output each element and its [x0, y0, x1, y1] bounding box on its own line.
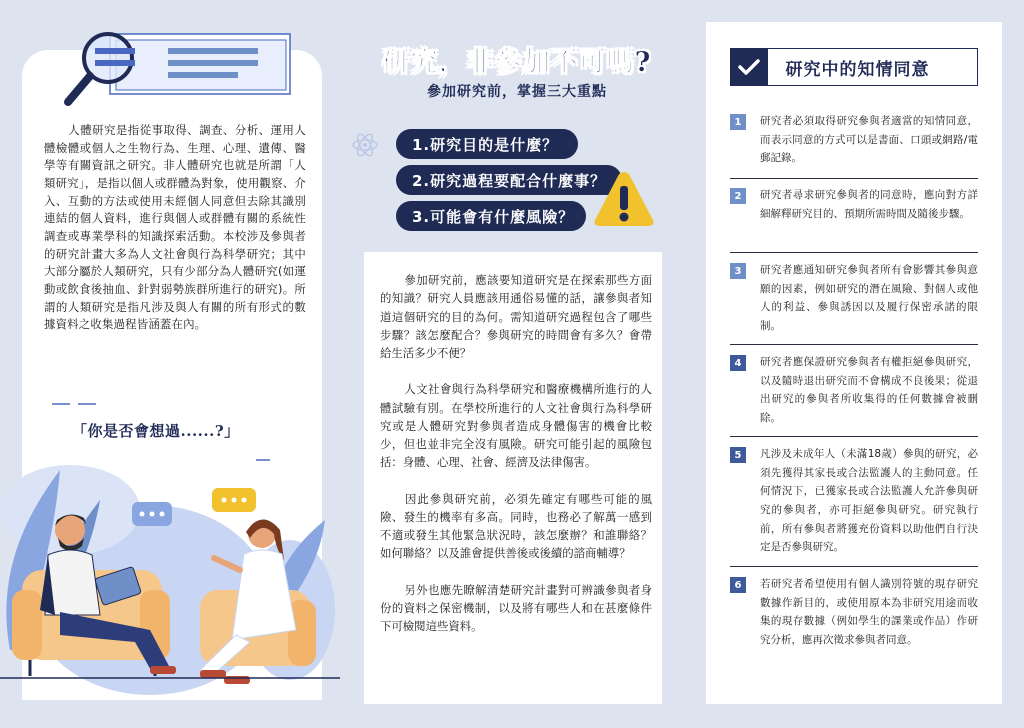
paragraph-1: [380, 271, 652, 362]
item-number-badge: 5: [730, 447, 746, 463]
intro-text: 人體研究是指從事取得、調查、分析、運用人體檢體或個人之生物行為、生理、心理、遺傳、醫學等有關資訊之研究。非人體研究也就是所謂「人類研究」，是指以個人或群體為對象，使用觀察、介入、互動的方法或使用未經個人同意但去除其識別連結的個人資料，進行與個人或群體有關的系統性調查或專業學科的知識探索活動。本校涉及參與者的研究計畫大多為人文社會與行為科學研究；其中大部分屬於人類研究，只有少部分為人體研究(如運動或飲食後抽血、針對弱勢族群所進行的研究)。所謂的人類研究是指凡涉及與人有關的所有形式的數據資料之收集過程皆涵蓋在內。: [44, 123, 306, 332]
paragraph-3-text: 因此參與研究前，必須先確定有哪些可能的風險、發生的機率有多高。同時，也務必了解萬一感到不適或發生其他緊急狀況時，該怎麼辦？和誰聯絡？如何聯絡？以及誰會提供善後或後續的諮商輔導？: [380, 491, 652, 561]
key-point-2: 2.研究過程要配合什麼事？: [396, 165, 622, 195]
right-title: 研究中的知情同意: [785, 59, 930, 80]
middle-header: [372, 40, 662, 101]
paragraph-2: [380, 380, 652, 471]
paragraph-4-text: 另外也應先瞭解清楚研究計畫對可辨識參與者身份的資料之保密機制，以及將有哪些人和在甚麼條件下可檢閱這些資料。: [380, 582, 652, 633]
divider: [730, 344, 978, 345]
paragraph-1-text: 參加研究前，應該要知道研究是在探索那些方面的知識？研究人員應該用通俗易懂的話，讓參與者知道這個研究的目的為何。需知道研究過程包含了哪些步驟？該怎麼配合？參與研究的時間會有多久？會帶給生活多少不便？: [380, 273, 652, 360]
right-header: [730, 48, 978, 86]
item-text: 凡涉及未成年人（未滿18歲）參與的研究，必須先獲得其家長或合法監護人的主動同意。任何情況下，已獲家長或合法監護人允許參與研究的參與者，亦可拒絕參與研究。研究執行前，所有參與者將獲充份資料以助他們自行決定是否參與研究。: [760, 448, 978, 554]
item-number-badge: 1: [730, 114, 746, 130]
item-number-badge: 2: [730, 188, 746, 204]
item-text: 研究者必須取得研究參與者適當的知情同意，而表示同意的方式可以是書面、口頭或網路/電郵記錄。: [760, 115, 978, 165]
checkmark-icon: [730, 48, 768, 86]
paragraph-3: [380, 490, 652, 563]
divider: [730, 252, 978, 253]
magnifier-document-icon: [40, 20, 300, 115]
page-subtitle: 參加研究前，掌握三大重點: [427, 84, 607, 100]
item-number-badge: 3: [730, 263, 746, 279]
divider: [730, 566, 978, 567]
divider: [730, 178, 978, 179]
key-point-1: 1.研究目的是什麼？: [396, 129, 578, 159]
item-number-badge: 6: [730, 577, 746, 593]
key-point-3: 3.可能會有什麼風險？: [396, 201, 586, 231]
consent-item-5: [730, 445, 978, 557]
paragraph-2-text: 人文社會與行為科學研究和醫療機構所進行的人體試驗有別。在學校所進行的人文社會與行為科學研究或是人體研究對參與者造成身體傷害的機會比較少，但也並非完全沒有風險。研究可能引起的風險包括：身體、心理、社會、經濟及法律傷害。: [380, 382, 652, 470]
item-text: 若研究者希望使用有個人識別符號的現存研究數據作新目的，或使用原本為非研究用途而收集的現存數據（例如學生的課業或作品）作研究分析，應再次徵求參與者同意。: [760, 578, 978, 647]
consent-item-1: [730, 112, 978, 168]
item-number-badge: 4: [730, 355, 746, 371]
warning-icon: [592, 168, 656, 230]
intro-paragraph: [44, 122, 306, 334]
divider: [730, 436, 978, 437]
middle-body: [380, 271, 652, 653]
question-heading: 「你是否會想過......?」: [72, 422, 240, 440]
consent-item-3: [730, 261, 978, 336]
paragraph-4: [380, 581, 652, 636]
item-text: 研究者應通知研究參與者所有會影響其參與意願的因素，例如研究的潛在風險、對個人或他人的利益、參與誘因以及履行保密承諾的限制。: [760, 264, 978, 333]
item-text: 研究者應保證研究參與者有權拒絕參與研究，以及隨時退出研究而不會構成不良後果；從退出研究的參與者所收集得的任何數據會被刪除。: [760, 356, 978, 425]
consent-item-6: [730, 575, 978, 650]
conversation-illustration: [0, 430, 340, 710]
consent-item-2: [730, 186, 978, 223]
item-text: 研究者尋求研究參與者的同意時，應向對方詳細解釋研究目的、預期所需時間及隨後步驟。: [760, 189, 978, 220]
consent-item-4: [730, 353, 978, 428]
atom-icon: [350, 130, 380, 160]
page-title: 研究，非參加不可嗎?: [382, 47, 652, 78]
